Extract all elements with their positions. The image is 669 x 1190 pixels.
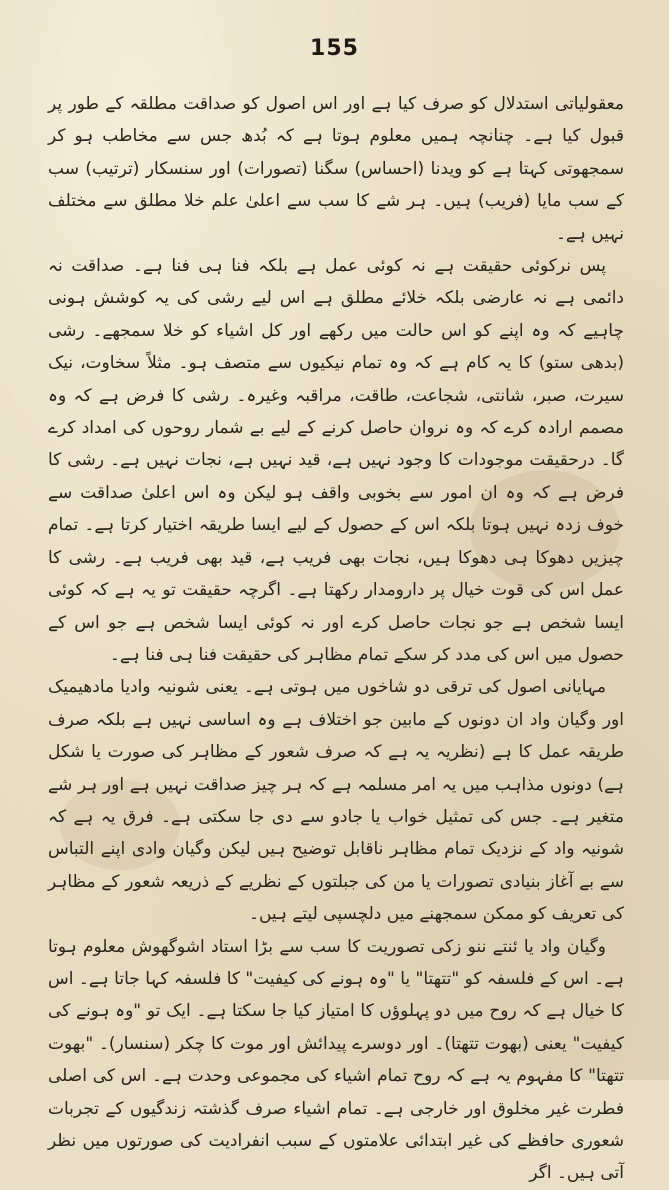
paragraph: مہایانی اصول کی ترقی دو شاخوں میں ہوتی ہے۔ یعنی شونیہ وادیا مادھیمیک اور وگیان واد ان دونوں کے مابین جو اختلاف ہے وہ اساسی نہیں ہے بلکہ صرف طریقہ عمل کا ہے (نظریہ یہ ہے کہ صرف شعور کے مظاہر کی صورت یا شکل ہے) دونوں مذاہب میں یہ امر مسلمہ ہے کہ ہر چیز صداقت نہیں ہے اور ہر شے متغیر ہے۔ جس کی تمثیل خواب یا جادو سے دی جا سکتی ہے۔ فرق یہ ہے کہ شونیہ واد کے نزدیک تمام مظاہر ناقابل توضیح ہیں لیکن وگیان وادی اپنے التباس سے بے آغاز بنیادی تصورات یا من کی جبلتوں کے نظریے کے ذریعہ شعور کے مظاہر کی تعریف کو ممکن سمجھنے میں دلچسپی لیتے ہیں۔ — [48, 677, 624, 925]
paragraph: وگیان واد یا ئنتے ننو زکی تصوریت کا سب سے بڑا استاد اشوگھوش معلوم ہوتا ہے۔ اس کے فلسفہ کو "تتھتا" یا "وہ ہونے کی کیفیت" کا فلسفہ کہا جاتا ہے۔ اس کا خیال ہے کہ روح میں دو پہلوؤں کا امتیاز کیا جا سکتا ہے۔ ایک تو "وہ ہونے کی کیفیت" یعنی (بھوت تتھتا)۔ اور دوسرے پیدائش اور موت کا چکر (سنسار)۔ "بھوت تتھتا" کا مفہوم یہ ہے کہ روح تمام اشیاء کی مجموعی وحدت ہے۔ اس کی اصلی فطرت غیر مخلوق اور خارجی ہے۔ تمام اشیاء صرف گذشتہ زندگیوں کے تجربات شعوری حافظے کی غیر ابتدائی علامتوں کے سبب انفرادیت کی صورتوں میں نظر آتی ہیں۔ اگر — [48, 936, 624, 1184]
page-text — [48, 88, 624, 1190]
paragraph: معقولیاتی استدلال کو صرف کیا ہے اور اس اصول کو صداقت مطلقہ کے طور پر قبول کیا ہے۔ چنانچہ ہمیں معلوم ہوتا ہے کہ بُدھ جس سے مخاطب ہو کر سمجھوتی کہتا ہے کو ویدنا (احساس) سگنا (تصورات) اور سنسکار (ترتیب) سب کے سب مایا (فریب) ہیں۔ ہر شے کا سب سے اعلیٰ علم خلا مطلق سے مختلف نہیں ہے۔ — [48, 94, 624, 244]
page-number: 155 — [310, 36, 359, 61]
paragraph: پس نرکوئی حقیقت ہے نہ کوئی عمل ہے بلکہ فنا ہی فنا ہے۔ صداقت نہ دائمی ہے نہ عارضی بلکہ خلائے مطلق ہے اس لیے رشی کی یہ کوشش ہونی چاہیے کہ وہ اپنے کو اس حالت میں رکھے اور کل اشیاء کو خلا سمجھے۔ رشی (بدھی ستو) کا یہ کام ہے کہ وہ تمام نیکیوں سے متصف ہو۔ مثلاً سخاوت، نیک سیرت، صبر، شانتی، شجاعت، طاقت، مراقبہ وغیرہ۔ رشی کا فرض ہے کہ وہ مصمم ارادہ کرے کہ وہ نروان حاصل کرنے کے لیے بے شمار روحوں کی امداد کرے گا۔ درحقیقت موجودات کا وجود نہیں ہے، قید نہیں ہے، نجات نہیں ہے۔ رشی کا فرض ہے کہ وہ ان امور سے بخوبی واقف ہو لیکن وہ اس اعلیٰ صداقت سے خوف زدہ نہیں ہوتا بلکہ اس کے حصول کے لیے ایسا طریقہ اختیار کرتا ہے۔ تمام چیزیں دھوکا ہی دھوکا ہیں، نجات بھی فریب ہے، قید بھی فریب ہے۔ رشی کا عمل اس کی قوت خیال پر دارومدار رکھتا ہے۔ اگرچہ حقیقت تو یہ ہے کہ کوئی ایسا شخص ہے جو نجات حاصل کرے اور نہ کوئی ایسا شخص ہے جو اس کے حصول میں اس کی مدد کر سکے تمام مظاہر کی حقیقت فنا ہی فنا ہے۔ — [48, 256, 624, 665]
